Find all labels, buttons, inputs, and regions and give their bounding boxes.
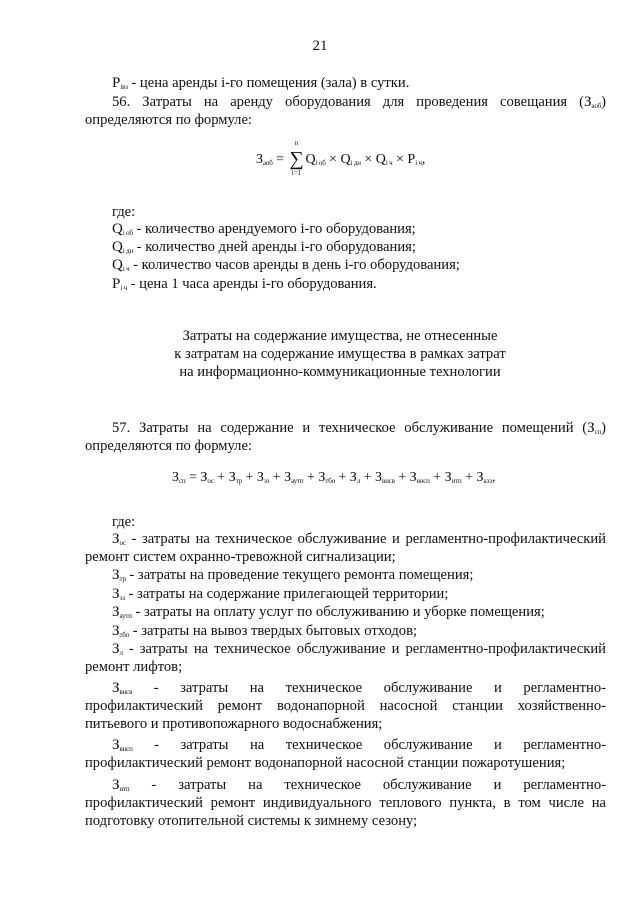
formula-operator: + — [269, 470, 285, 485]
definition-z-vnsv-cont-2: питьевого и противопожарного водоснабжения; — [85, 716, 383, 732]
formula-operator: + — [334, 470, 350, 485]
definition-z-itp-cont-2: подготовку отопительной системы к зимнему сезону; — [85, 813, 418, 829]
section-heading-line-2: к затратам на содержание имущества в рамках затрат — [174, 346, 506, 362]
definition-z-l-cont: ремонт лифтов; — [85, 659, 183, 675]
formula-symbol: З — [318, 470, 326, 485]
definition-z-autp: $З_{аутп}$ - затраты на оплату услуг по обслуживанию и уборке помещения; — [112, 604, 545, 620]
formula-operator: + — [241, 470, 257, 485]
definition-z-vnsv: $З_{внсв}$ - затраты на техническое обслуживание и регламентно- — [112, 680, 606, 696]
section-heading-line-1: Затраты на содержание имущества, не отнесенные — [182, 328, 498, 344]
item-56-line-1: 56. Затраты на аренду оборудования для проведения совещания $(З_{аоб})$ — [112, 94, 606, 110]
definition-z-l: $З_л$ - затраты на техническое обслуживание и регламентно-профилактический — [112, 641, 606, 657]
formula-term — [269, 470, 303, 485]
definition-z-os-cont: ремонт систем охранно-тревожной сигнализации; — [85, 549, 396, 565]
definition-z-itp-cont-1: профилактический ремонт индивидуального теплового пункта, в том числе на — [85, 795, 606, 811]
formula-term — [462, 470, 492, 485]
formula-operator: + — [429, 470, 445, 485]
formula-term — [395, 470, 430, 485]
formula-operator: + — [394, 470, 410, 485]
formula-term — [200, 470, 213, 485]
definition-z-ez: $З_{эз}$ - затраты на содержание прилегающей территории; — [112, 586, 449, 602]
definition-z-tbo: $З_{тбо}$ - затраты на вывоз твердых бытовых отходов; — [112, 623, 418, 639]
formula-symbol: З — [349, 470, 357, 485]
formula-operator: + — [213, 470, 229, 485]
formula-term — [335, 470, 360, 485]
item-57-line-1: 57. Затраты на содержание и техническое обслуживание помещений $(З_{сп})$ — [112, 420, 606, 436]
formula-subscript: тр — [235, 477, 242, 485]
formula-subscript: внсв — [382, 477, 395, 485]
definition-z-tr: $З_{тр}$ - затраты на проведение текущего ремонта помещения; — [112, 567, 474, 583]
formula-subscript: внсп — [416, 477, 430, 485]
formula-symbol: З — [284, 470, 292, 485]
definition-z-os: $З_{ос}$ - затраты на техническое обслуживание и регламентно-профилактический — [112, 531, 606, 547]
item-56-line-2: определяются по формуле: — [85, 112, 252, 128]
definition-line-p-ivz: $P_{iвз}$ - цена аренды i-го помещения (зала) в сутки. — [112, 75, 410, 91]
formula-subscript: итп — [451, 477, 462, 485]
definition-z-vnsp: $З_{внсп}$ - затраты на техническое обслуживание и регламентно- — [112, 737, 606, 753]
where-label-1: где: — [112, 204, 136, 220]
formula-term — [430, 470, 462, 485]
formula-subscript: эз — [263, 477, 270, 485]
formula-term — [303, 470, 334, 485]
definition-z-vnsp-cont: профилактический ремонт водонапорной насосной станции пожаротушения; — [85, 755, 566, 771]
formula-operator: + — [461, 470, 477, 485]
formula-symbol: З — [256, 470, 264, 485]
formula-symbol: З — [444, 470, 452, 485]
formula-symbol: З — [409, 470, 417, 485]
definition-q-idn: $Q_{i дн}$ - количество дней аренды i-го оборудования; — [112, 239, 416, 255]
formula-symbol: З — [375, 470, 383, 485]
formula-symbol: З — [200, 470, 208, 485]
definition-z-vnsv-cont-1: профилактический ремонт водонапорной насосной станции хозяйственно- — [85, 698, 606, 714]
formula-term — [360, 470, 395, 485]
item-57-line-2: определяются по формуле: — [85, 438, 252, 454]
formula-subscript: аэз — [483, 477, 492, 485]
formula-symbol: З — [476, 470, 484, 485]
formula-operator: + — [303, 470, 319, 485]
formula-term — [242, 470, 269, 485]
formula-premises-maintenance: $З_{сп} = З_{ос} + З_{тр} + З_{эз} + З_{аутп} + З_{тбо} + З_л + З_{внсв} + З_{внсп} + З_{итп} + З_{аэз}$, — [172, 470, 496, 485]
formula-subscript: аутп — [291, 477, 304, 485]
definition-z-itp: $З_{итп}$ - затраты на техническое обслуживание и регламентно- — [112, 777, 606, 793]
formula-subscript: тбо — [325, 477, 335, 485]
formula-symbol: З — [228, 470, 236, 485]
where-label-2: где: — [112, 514, 136, 530]
formula-subscript: ос — [207, 477, 214, 485]
formula-equipment-rent: $З_{аоб}$ = ∑ n i=1 $Q_{i об} \times Q_{i дн} \times Q_{i ч} \times P_{i ч}$, — [256, 139, 426, 177]
formula-term — [214, 470, 242, 485]
formula-operator: + — [360, 470, 376, 485]
formula-subscript: л — [356, 477, 361, 485]
definition-p-ich: $P_{i ч}$ - цена 1 часа аренды i-го оборудования. — [112, 276, 377, 292]
page-number: 21 — [312, 38, 328, 54]
sum-sign: ∑ n i=1 — [289, 139, 304, 177]
formula-terms — [200, 470, 491, 485]
definition-q-ich: $Q_{i ч}$ - количество часов аренды в день i-го оборудования; — [112, 257, 460, 273]
definition-q-iob: $Q_{i об}$ - количество арендуемого i-го оборудования; — [112, 221, 416, 237]
section-heading-line-3: на информационно-коммуникационные технологии — [179, 364, 501, 380]
